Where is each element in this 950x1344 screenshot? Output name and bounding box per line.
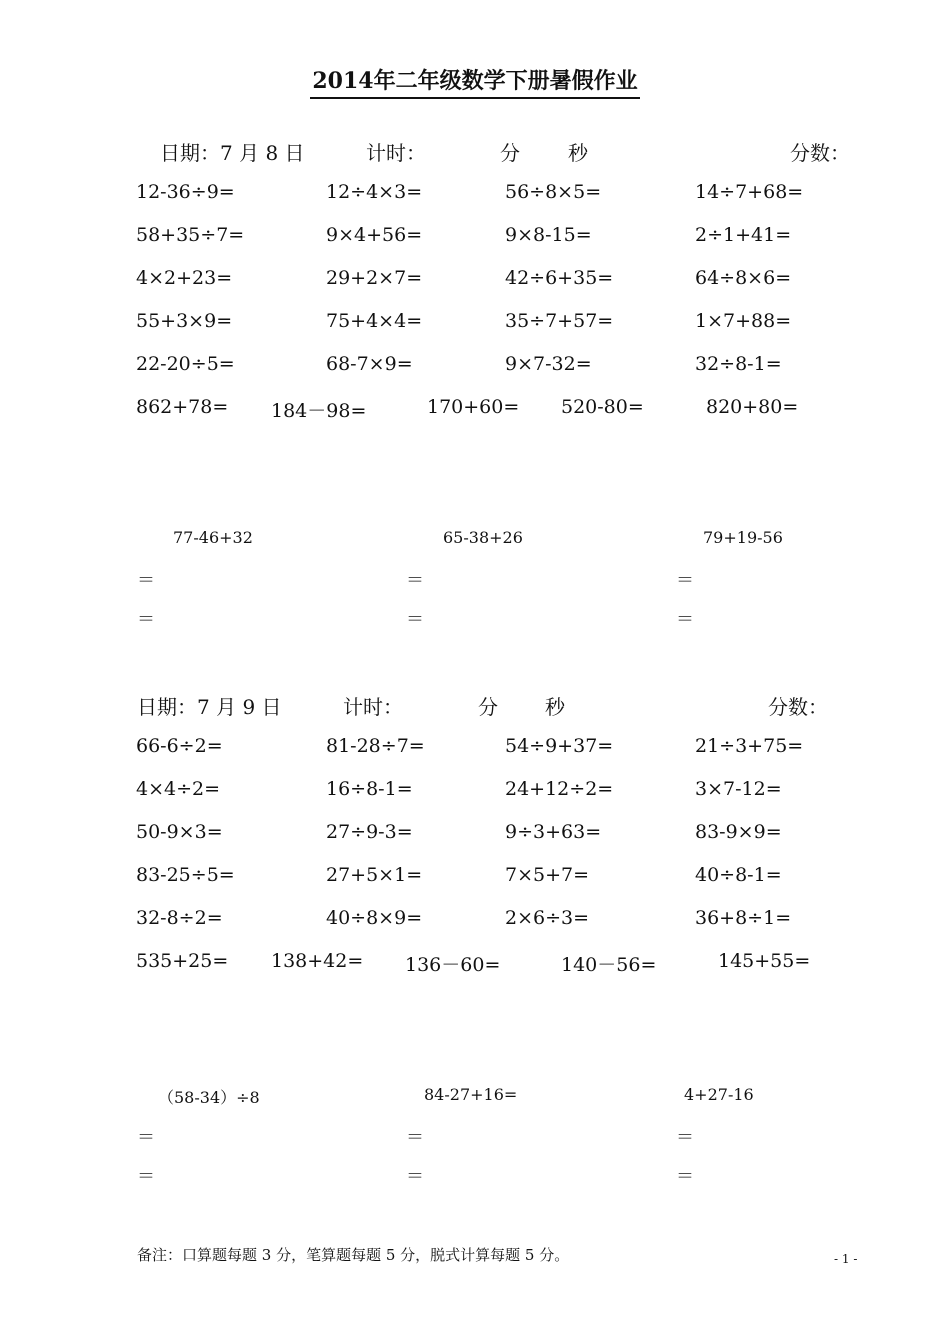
day2-stepwise-problem: 4+27-16 xyxy=(684,1085,754,1104)
day2-equals-sign: ＝ xyxy=(137,1127,155,1148)
day2-problem: 40÷8-1= xyxy=(695,864,782,886)
day1-equals-sign: ＝ xyxy=(406,609,424,630)
day1-problem: 14÷7+68= xyxy=(695,181,804,203)
day1-vertical-problem: 820+80= xyxy=(706,396,799,418)
day1-problem: 58+35÷7= xyxy=(136,224,245,246)
day2-problem: 83-9×9= xyxy=(695,821,782,843)
day2-problem: 16÷8-1= xyxy=(326,778,413,800)
day2-stepwise-problem: 84-27+16= xyxy=(424,1085,518,1104)
page-title xyxy=(0,64,950,99)
day2-vertical-problem: 136－60= xyxy=(405,954,501,976)
day2-vertical-problem: 138+42= xyxy=(271,950,364,972)
day1-problem: 9×4+56= xyxy=(326,224,423,246)
scoring-note: 备注：口算题每题 3 分，笔算题每题 5 分，脱式计算每题 5 分。 xyxy=(137,1246,570,1264)
day1-equals-sign: ＝ xyxy=(137,570,155,591)
day1-equals-sign: ＝ xyxy=(406,570,424,591)
day1-problem: 68-7×9= xyxy=(326,353,413,375)
day1-problem: 42÷6+35= xyxy=(505,267,614,289)
day2-equals-sign: ＝ xyxy=(137,1166,155,1187)
day1-stepwise-problem: 65-38+26 xyxy=(443,528,523,547)
day2-problem: 66-6÷2= xyxy=(136,735,223,757)
day1-timer-label: 计时： xyxy=(366,141,426,165)
day2-problem: 40÷8×9= xyxy=(326,907,423,929)
day1-problem: 32÷8-1= xyxy=(695,353,782,375)
day2-equals-sign: ＝ xyxy=(406,1127,424,1148)
day1-problem: 55+3×9= xyxy=(136,310,233,332)
day1-date: 日期：7 月 8 日 xyxy=(160,141,305,165)
day2-date: 日期：7 月 9 日 xyxy=(137,695,282,719)
day2-problem: 81-28÷7= xyxy=(326,735,425,757)
day1-problem: 12÷4×3= xyxy=(326,181,423,203)
day2-problem: 27+5×1= xyxy=(326,864,423,886)
day1-problem: 4×2+23= xyxy=(136,267,233,289)
day1-vertical-problem: 520-80= xyxy=(561,396,644,418)
day2-problem: 7×5+7= xyxy=(505,864,590,886)
day1-problem: 29+2×7= xyxy=(326,267,423,289)
day1-score-label: 分数： xyxy=(790,141,850,165)
day1-problem: 2÷1+41= xyxy=(695,224,792,246)
day2-problem: 24+12÷2= xyxy=(505,778,614,800)
day2-timer-label: 计时： xyxy=(343,695,403,719)
day2-equals-sign: ＝ xyxy=(676,1166,694,1187)
day1-problem: 56÷8×5= xyxy=(505,181,602,203)
day1-vertical-problem: 862+78= xyxy=(136,396,229,418)
day2-problem: 4×4÷2= xyxy=(136,778,221,800)
day2-equals-sign: ＝ xyxy=(676,1127,694,1148)
day2-stepwise-problem: （58-34）÷8 xyxy=(158,1088,260,1107)
day2-problem: 83-25÷5= xyxy=(136,864,235,886)
day1-stepwise-problem: 77-46+32 xyxy=(173,528,253,547)
day2-equals-sign: ＝ xyxy=(406,1166,424,1187)
page-number: - 1 - xyxy=(834,1252,858,1266)
day1-problem: 75+4×4= xyxy=(326,310,423,332)
day2-problem: 9÷3+63= xyxy=(505,821,602,843)
day2-problem: 27÷9-3= xyxy=(326,821,413,843)
day1-problem: 12-36÷9= xyxy=(136,181,235,203)
day2-vertical-problem: 145+55= xyxy=(718,950,811,972)
day1-problem: 1×7+88= xyxy=(695,310,792,332)
day2-minute-label: 分 xyxy=(478,695,498,719)
day1-equals-sign: ＝ xyxy=(676,609,694,630)
day2-problem: 3×7-12= xyxy=(695,778,782,800)
day2-score-label: 分数： xyxy=(768,695,828,719)
day1-problem: 64÷8×6= xyxy=(695,267,792,289)
day1-minute-label: 分 xyxy=(500,141,520,165)
day1-problem: 35÷7+57= xyxy=(505,310,614,332)
day1-vertical-problem: 170+60= xyxy=(427,396,520,418)
day2-problem: 32-8÷2= xyxy=(136,907,223,929)
day2-problem: 50-9×3= xyxy=(136,821,223,843)
day1-stepwise-problem: 79+19-56 xyxy=(703,528,783,547)
day2-second-label: 秒 xyxy=(545,695,565,719)
day2-problem: 36+8÷1= xyxy=(695,907,792,929)
day2-problem: 2×6÷3= xyxy=(505,907,590,929)
day2-vertical-problem: 140－56= xyxy=(561,954,657,976)
day1-equals-sign: ＝ xyxy=(676,570,694,591)
day2-vertical-problem: 535+25= xyxy=(136,950,229,972)
day2-problem: 54÷9+37= xyxy=(505,735,614,757)
day1-problem: 22-20÷5= xyxy=(136,353,235,375)
day1-second-label: 秒 xyxy=(568,141,588,165)
day1-problem: 9×7-32= xyxy=(505,353,592,375)
page-title-text: 2014年二年级数学下册暑假作业 xyxy=(310,64,639,99)
day1-vertical-problem: 184－98= xyxy=(271,400,367,422)
day1-problem: 9×8-15= xyxy=(505,224,592,246)
day1-equals-sign: ＝ xyxy=(137,609,155,630)
day2-problem: 21÷3+75= xyxy=(695,735,804,757)
